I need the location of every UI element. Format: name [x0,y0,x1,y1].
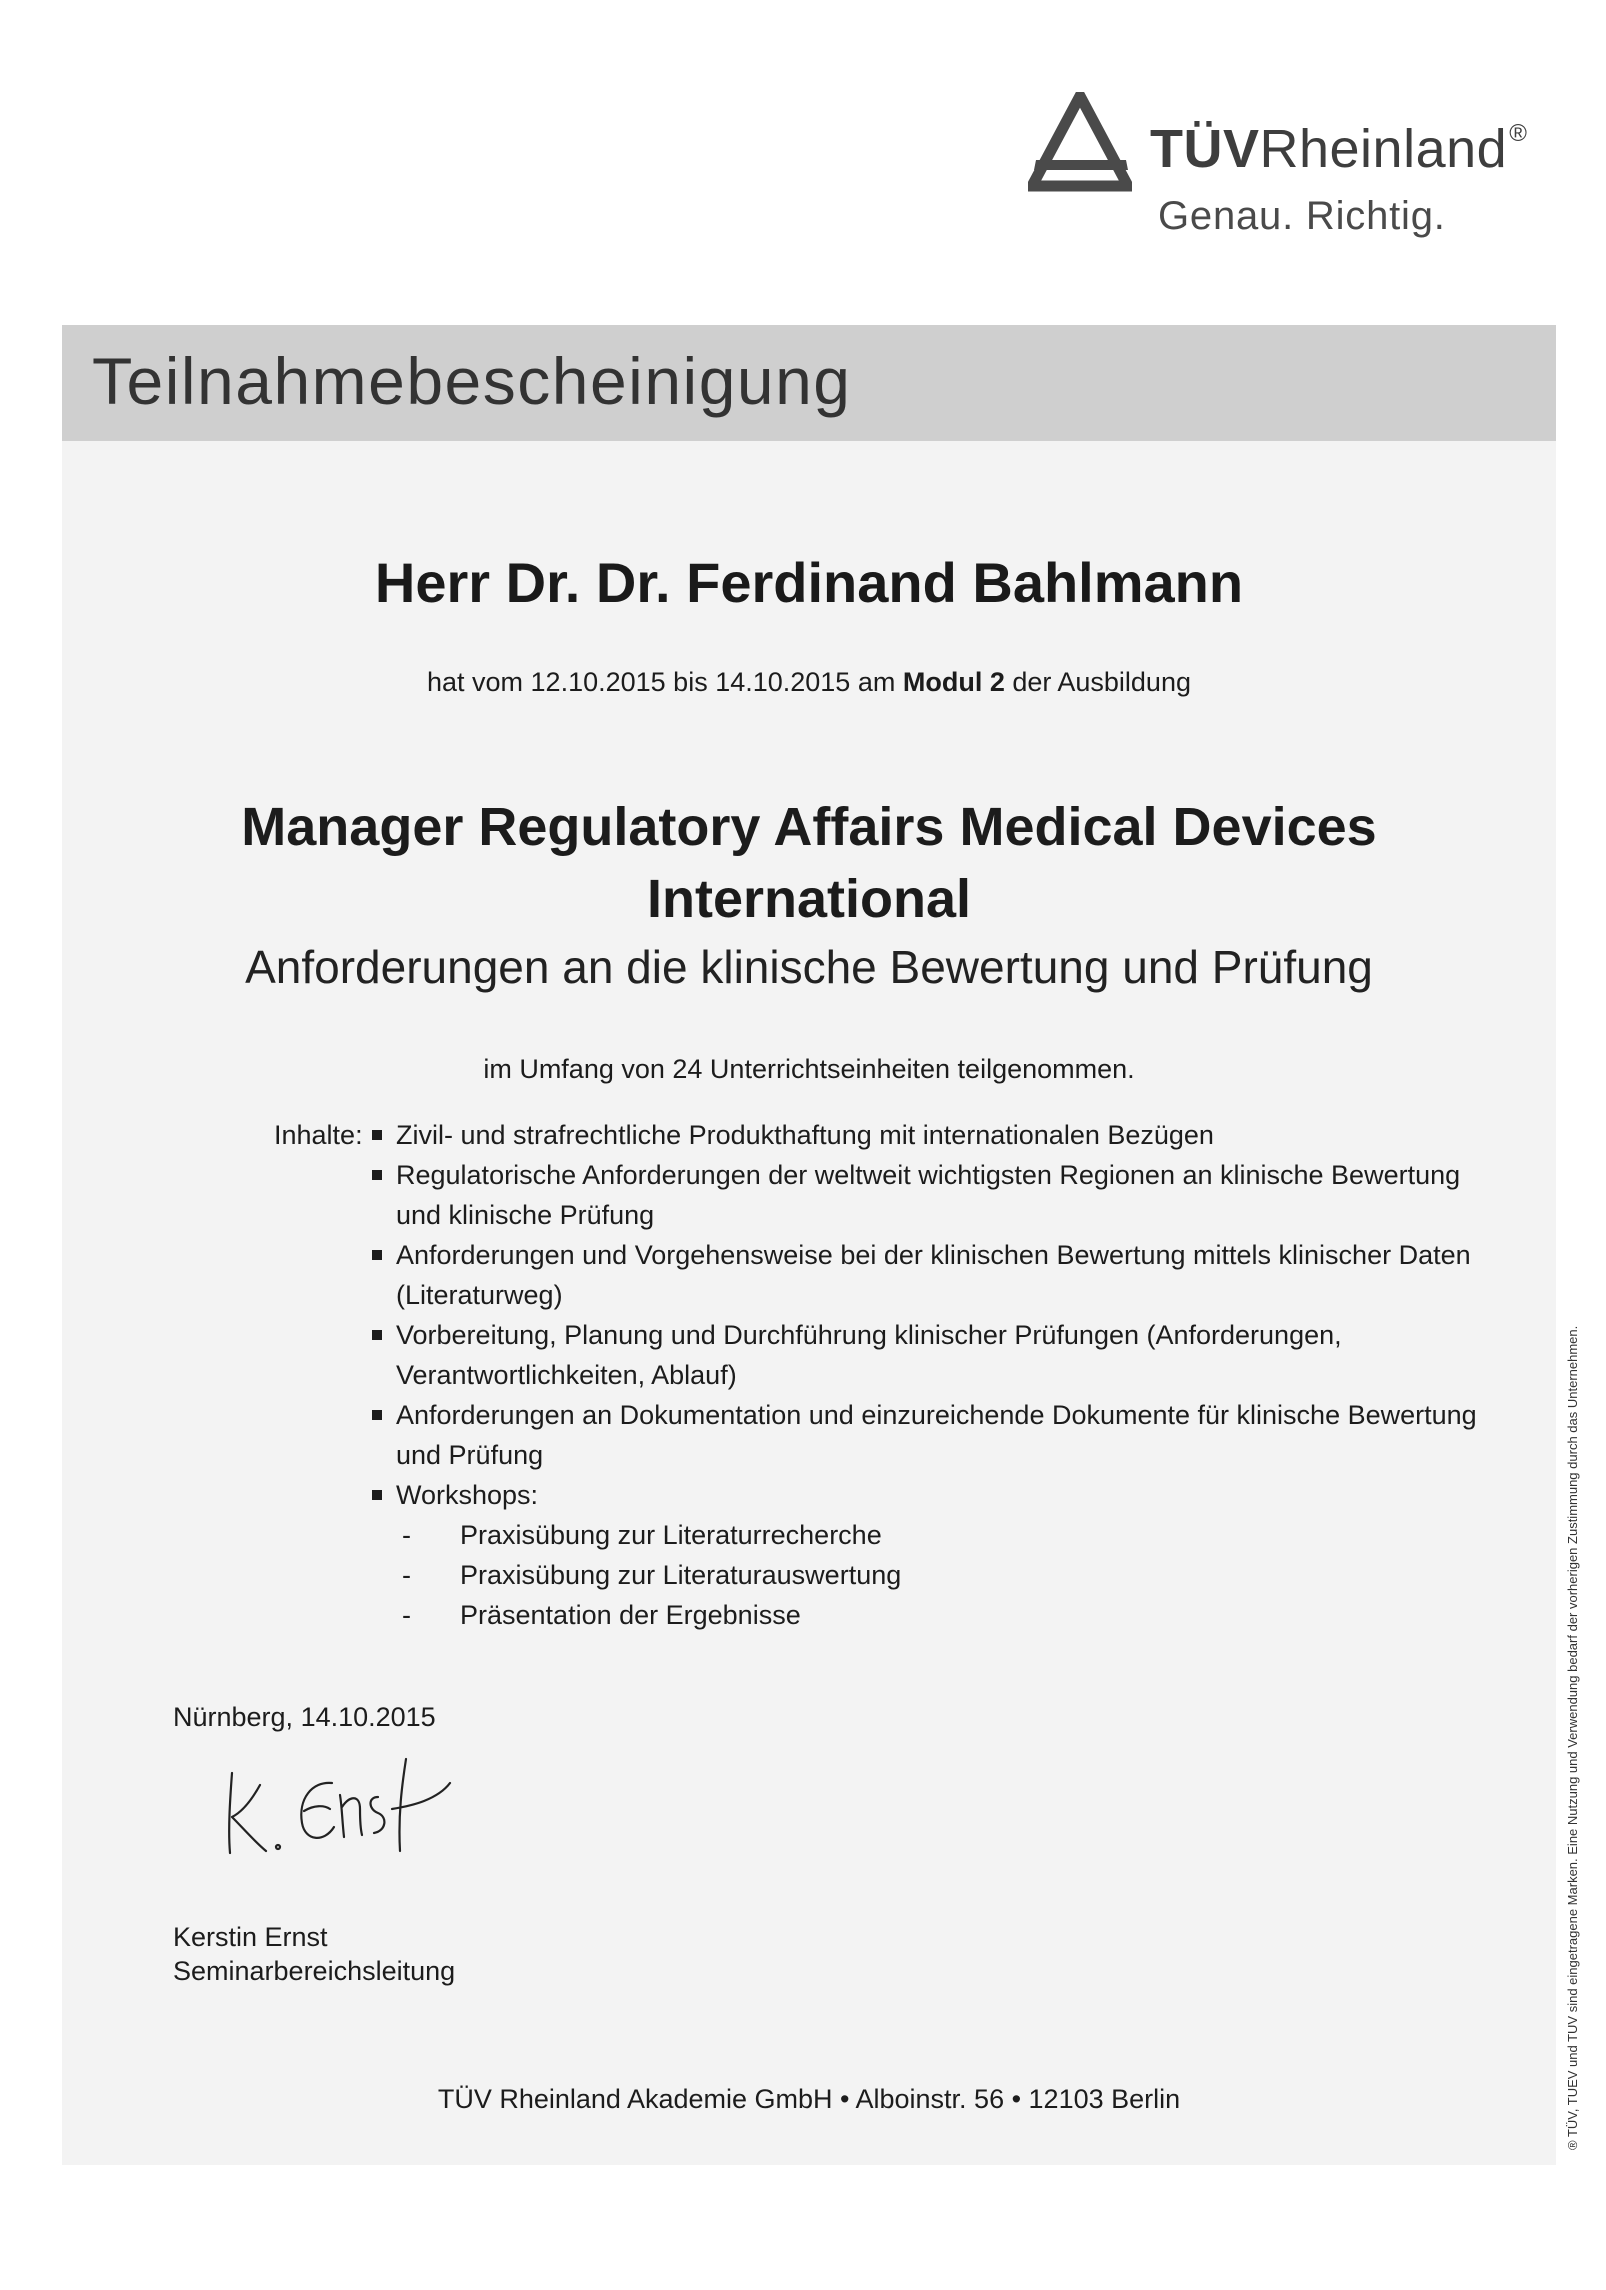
bullet-square-icon [372,1410,382,1420]
signer-role: Seminarbereichsleitung [173,1956,456,1986]
course-title-line1: Manager Regulatory Affairs Medical Devices [241,797,1377,857]
workshop-list [396,1515,1512,1635]
trademark-note: ® TÜV, TUEV und TUV sind eingetragene Marken. Eine Nutzung und Verwendung bedarf der vorherigen Zustimmung durch das Unternehmen. [1565,1325,1580,2150]
workshop-item: - Praxisübung zur Literaturauswertung [402,1560,902,1590]
bullet-square-icon [372,1170,382,1180]
tuv-triangle-logo-icon [1028,92,1132,192]
footer-address: TÜV Rheinland Akademie GmbH • Alboinstr. 56 • 12103 Berlin [437,2084,1181,2114]
signer-name: Kerstin Ernst [173,1922,328,1952]
scope-text: im Umfang von 24 Unterrichtseinheiten teilgenommen. [483,1054,1135,1084]
attendance-dates: hat vom 12.10.2015 bis 14.10.2015 am Modul 2 der Ausbildung [427,667,1191,697]
course-subtitle: Anforderungen an die klinische Bewertung und Prüfung [245,941,1373,993]
bullet-square-icon [372,1490,382,1500]
workshop-item: - Präsentation der Ergebnisse [402,1600,801,1630]
list-item: Vorbereitung, Planung und Durchführung klinischer Prüfungen (Anforderungen, Verantwortlichkeiten, Ablauf) [372,1315,1512,1395]
list-item: Anforderungen an Dokumentation und einzureichende Dokumente für klinische Bewertung und Prüfung [372,1395,1512,1475]
course-title-line2: International [646,869,972,929]
bullet-square-icon [372,1250,382,1260]
recipient-name: Herr Dr. Dr. Ferdinand Bahlmann [374,551,1244,614]
logo-brand: TÜVRheinland® [1150,119,1528,179]
certificate-title: Teilnahmebescheinigung [92,344,852,418]
logo-slogan: Genau. Richtig. [1158,194,1446,238]
bullet-square-icon [372,1130,382,1140]
list-item: Regulatorische Anforderungen der weltweit wichtigsten Regionen an klinische Bewertung und klinische Prüfung [372,1155,1512,1235]
bullet-square-icon [372,1330,382,1340]
list-item: Zivil- und strafrechtliche Produkthaftung mit internationalen Bezügen [372,1115,1512,1155]
contents-list [372,1115,1512,1635]
list-item: Anforderungen und Vorgehensweise bei der klinischen Bewertung mittels klinischer Daten (Literaturweg) [372,1235,1512,1315]
handwritten-signature [210,1755,470,1865]
workshop-item: - Praxisübung zur Literaturrecherche [402,1520,882,1550]
contents-label: Inhalte: [274,1120,363,1150]
list-item: Workshops: - Praxisübung zur Literaturrecherche - Praxisübung zur Literaturauswertung - Präsentation der Ergebnisse [372,1475,1512,1635]
place-and-date: Nürnberg, 14.10.2015 [173,1702,436,1732]
